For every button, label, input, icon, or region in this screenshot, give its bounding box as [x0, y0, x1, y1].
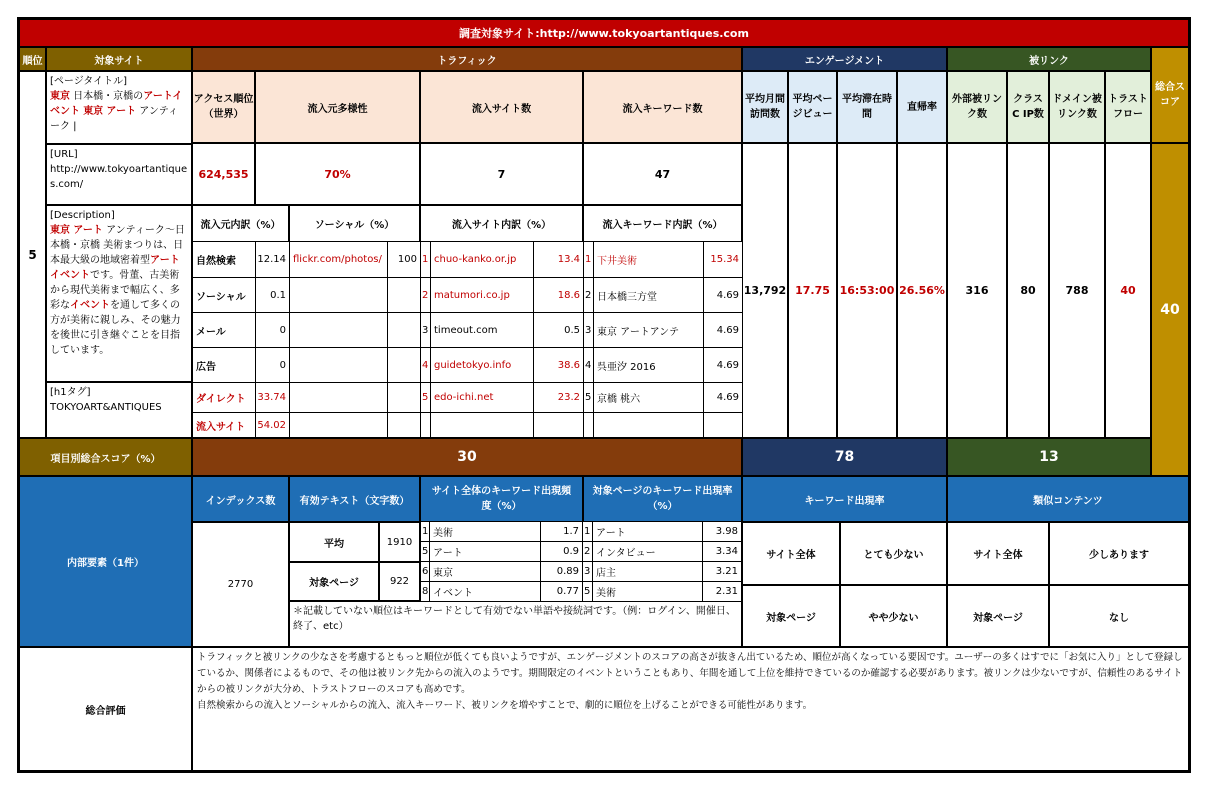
site-rank: 2: [421, 278, 431, 313]
inbound-sites-header: 流入サイト数: [420, 71, 583, 143]
site-kw-rank: 1: [420, 522, 430, 542]
site-kw-label: 東京: [430, 562, 541, 582]
inbound-keywords-value: 47: [583, 143, 742, 205]
inbound-sites-value: 7: [420, 143, 583, 205]
report-title: 調査対象サイト:http://www.tokyoartantiques.com: [19, 19, 1189, 47]
site-domain: matumori.co.jp: [431, 278, 534, 313]
keyword-label: 東京 アートアンテ: [594, 313, 704, 348]
social-breakdown-header: ソーシャル（%）: [289, 205, 420, 242]
engagement-metric-header: 平均月間訪問数: [742, 71, 788, 143]
social-value: [388, 413, 421, 438]
page-kw-value: 2.31: [703, 582, 742, 602]
valid-text-header: 有効テキスト（文字数）: [289, 476, 420, 522]
keywords-breakdown-header: 流入キーワード内訳（%）: [583, 205, 742, 242]
source-diversity-header: 流入元多様性: [255, 71, 420, 143]
text-segment: アンティーク〜日本橋・京橋 美術まつりは、日本最大級の地域密着型: [50, 225, 185, 266]
access-rank-value: 624,535: [192, 143, 255, 205]
highlighted-keyword: 東京: [83, 106, 104, 117]
h1-cell: [46, 382, 192, 438]
page-kw-value: 3.21: [703, 562, 742, 582]
traffic-breakdown-table: [192, 242, 742, 438]
keyword-rate-header: キーワード出現率: [742, 476, 947, 522]
source-label: メール: [193, 313, 256, 348]
backlink-metric-value: 316: [947, 143, 1007, 438]
social-value: [388, 278, 421, 313]
social-label: [290, 413, 388, 438]
keyword-rank: 3: [584, 313, 594, 348]
site-domain: edo-ichi.net: [431, 383, 534, 413]
site-domain: guidetokyo.info: [431, 348, 534, 383]
rank-header: 順位: [19, 47, 46, 71]
kw-rate-scope: 対象ページ: [742, 585, 840, 647]
source-label: 流入サイト: [193, 413, 256, 438]
internal-elements-label: 内部要素（1件）: [19, 476, 192, 647]
site-url: http://www.tokyoartantiques.com/: [50, 164, 188, 190]
highlighted-keyword: 東京: [50, 91, 70, 102]
backlinks-category-score: 13: [947, 438, 1151, 476]
traffic-header: トラフィック: [192, 47, 742, 71]
site-kw-rank: 5: [420, 542, 430, 562]
page-kw-rank: 2: [583, 542, 593, 562]
highlighted-keyword: アートイベント: [50, 91, 183, 117]
text-row-label: 平均: [289, 522, 379, 562]
page-title-text: [50, 89, 188, 134]
site-kw-value: 0.9: [541, 542, 583, 562]
source-label: 広告: [193, 348, 256, 383]
source-breakdown-header: 流入元内訳（%）: [192, 205, 289, 242]
source-label: 自然検索: [193, 242, 256, 278]
social-label: flickr.com/photos/: [290, 242, 388, 278]
text-segment: 日本橋・京橋の: [70, 91, 144, 102]
sites-breakdown-header: 流入サイト内訳（%）: [420, 205, 583, 242]
highlighted-keyword: アートイベント: [50, 255, 180, 281]
site-domain: timeout.com: [431, 313, 534, 348]
site-value: [534, 413, 584, 438]
source-value: 12.14: [256, 242, 290, 278]
total-score-value: 40: [1151, 143, 1189, 476]
site-rank: 4: [421, 348, 431, 383]
highlighted-keyword: イベント: [70, 300, 110, 311]
report-sheet: [17, 17, 1191, 773]
page-kw-label: 店主: [593, 562, 703, 582]
backlink-metric-value: 80: [1007, 143, 1049, 438]
source-value: 54.02: [256, 413, 290, 438]
site-rank: 1: [421, 242, 431, 278]
engagement-metric-header: 直帰率: [897, 71, 947, 143]
social-label: [290, 348, 388, 383]
keyword-rank: 2: [584, 278, 594, 313]
keyword-value: 15.34: [704, 242, 743, 278]
similar-content-header: 類似コンテンツ: [947, 476, 1189, 522]
h1-value: TOKYOART&ANTIQUES: [50, 402, 162, 413]
page-kw-label: インタビュー: [593, 542, 703, 562]
site-kw-value: 1.7: [541, 522, 583, 542]
kw-rate-value: とても少ない: [840, 522, 947, 585]
keyword-label: 日本橋三方堂: [594, 278, 704, 313]
index-count-value: 2770: [192, 522, 289, 647]
keyword-label: 下井美術: [594, 242, 704, 278]
source-value: 0.1: [256, 278, 290, 313]
engagement-metric-header: 平均ページビュー: [788, 71, 837, 143]
page-kw-label: アート: [593, 522, 703, 542]
site-kw-rank: 8: [420, 582, 430, 602]
evaluation-text: トラフィックと被リンクの少なさを考慮するともっと順位が低くても良いようですが、エンゲージメントのスコアの高さが抜きん出ているため、順位が高くなっている要因です。ユーザーの多くはすでに「お気に入り」として登録しているか、関係者によるもので、その他は被リンク先からの流入のようです。期間限定のイベントということもあり、年間を通して上位を維持できているのか確認する必要があります。被リンクは少ないですが、信頼性のあるサイトからの被リンクが大分め、トラストフローのスコアも高めです。 自然検索からの流入とソーシャルからの流入、流入キーワード、被リンクを増やすことで、劇的に順位を上げることができる可能性があります。: [192, 647, 1189, 771]
social-value: 100: [388, 242, 421, 278]
text-row-value: 922: [379, 562, 420, 601]
source-label: ダイレクト: [193, 383, 256, 413]
site-kw-value: 0.89: [541, 562, 583, 582]
highlighted-keyword: 東京: [50, 225, 70, 236]
site-value: 23.2: [534, 383, 584, 413]
similar-value: 少しあります: [1049, 522, 1189, 585]
h1-label: [h1タグ]: [50, 387, 91, 398]
keyword-value: [704, 413, 743, 438]
backlink-metric-header: 外部被リンク数: [947, 71, 1007, 143]
page-kw-label: 美術: [593, 582, 703, 602]
similar-scope: サイト全体: [947, 522, 1049, 585]
url-cell: [46, 144, 192, 205]
site-domain: chuo-kanko.or.jp: [431, 242, 534, 278]
source-label: ソーシャル: [193, 278, 256, 313]
backlink-metric-header: クラスC IP数: [1007, 71, 1049, 143]
site-kw-label: 美術: [430, 522, 541, 542]
page-kw-rank: 1: [583, 522, 593, 542]
category-score-label: 項目別総合スコア（%）: [19, 438, 192, 476]
keyword-value: 4.69: [704, 313, 743, 348]
url-label: [URL]: [50, 149, 78, 160]
page-kw-value: 3.98: [703, 522, 742, 542]
site-rank: [421, 413, 431, 438]
engagement-category-score: 78: [742, 438, 947, 476]
highlighted-keyword: アート: [106, 106, 137, 117]
keyword-rank: 4: [584, 348, 594, 383]
rank-value: 5: [19, 71, 46, 438]
site-value: 0.5: [534, 313, 584, 348]
kw-rate-scope: サイト全体: [742, 522, 840, 585]
engagement-metric-value: 16:53:00: [837, 143, 897, 438]
total-score-header: 総合スコア: [1151, 47, 1189, 143]
keyword-label: 京橋 桃六: [594, 383, 704, 413]
description-text: [50, 223, 188, 358]
index-count-header: インデックス数: [192, 476, 289, 522]
site-kw-rank: 6: [420, 562, 430, 582]
kw-rate-value: やや少ない: [840, 585, 947, 647]
site-kw-value: 0.77: [541, 582, 583, 602]
evaluation-label: 総合評価: [19, 647, 192, 771]
social-value: [388, 348, 421, 383]
engagement-metric-value: 17.75: [788, 143, 837, 438]
text-segment: アンティーク |: [50, 106, 179, 132]
social-label: [290, 313, 388, 348]
site-value: 18.6: [534, 278, 584, 313]
similar-value: なし: [1049, 585, 1189, 647]
keyword-label: 呉亜汐 2016: [594, 348, 704, 383]
page-kw-rank: 3: [583, 562, 593, 582]
keyword-rank: 5: [584, 383, 594, 413]
engagement-metric-value: 13,792: [742, 143, 788, 438]
source-diversity-value: 70%: [255, 143, 420, 205]
backlink-metric-header: トラストフロー: [1105, 71, 1151, 143]
source-value: 0: [256, 348, 290, 383]
backlink-metric-value: 40: [1105, 143, 1151, 438]
page-keyword-rate-header: 対象ページのキーワード出現率（%）: [583, 476, 742, 522]
site-kw-label: アート: [430, 542, 541, 562]
engagement-metric-header: 平均滞在時間: [837, 71, 897, 143]
social-value: [388, 313, 421, 348]
social-label: [290, 278, 388, 313]
site-domain: [431, 413, 534, 438]
highlighted-keyword: アート: [73, 225, 103, 236]
description-cell: [46, 205, 192, 382]
source-value: 33.74: [256, 383, 290, 413]
page-kw-rank: 5: [583, 582, 593, 602]
keyword-rank: [584, 413, 594, 438]
page-title-cell: [46, 71, 192, 144]
social-value: [388, 383, 421, 413]
site-header: 対象サイト: [46, 47, 192, 71]
keyword-value: 4.69: [704, 348, 743, 383]
keyword-value: 4.69: [704, 383, 743, 413]
text-segment: を通して多くの方が美術に親しみ、その魅力を後世に引き継ぐことを目指しています。: [50, 300, 181, 356]
keyword-label: [594, 413, 704, 438]
description-label: [Description]: [50, 210, 115, 221]
keyword-rank: 1: [584, 242, 594, 278]
access-rank-header: アクセス順位（世界）: [192, 71, 255, 143]
site-value: 13.4: [534, 242, 584, 278]
keyword-value: 4.69: [704, 278, 743, 313]
site-value: 38.6: [534, 348, 584, 383]
source-value: 0: [256, 313, 290, 348]
page-title-label: [ページタイトル]: [50, 76, 128, 87]
backlink-metric-header: ドメイン被リンク数: [1049, 71, 1105, 143]
page-kw-value: 3.34: [703, 542, 742, 562]
text-segment: です。骨董、古美術から現代美術まで幅広く、多彩な: [50, 270, 180, 311]
site-rank: 5: [421, 383, 431, 413]
text-row-value: 1910: [379, 522, 420, 562]
keyword-note: ＊記載していない順位はキーワードとして有効でない単語や接続詞です。（例：ログイン、開催日、終了、etc）: [289, 601, 742, 647]
backlink-metric-value: 788: [1049, 143, 1105, 438]
backlinks-header: 被リンク: [947, 47, 1151, 71]
site-rank: 3: [421, 313, 431, 348]
site-kw-label: イベント: [430, 582, 541, 602]
text-row-label: 対象ページ: [289, 562, 379, 601]
site-keyword-freq-header: サイト全体のキーワード出現頻度（%）: [420, 476, 583, 522]
inbound-keywords-header: 流入キーワード数: [583, 71, 742, 143]
similar-scope: 対象ページ: [947, 585, 1049, 647]
engagement-metric-value: 26.56%: [897, 143, 947, 438]
social-label: [290, 383, 388, 413]
traffic-category-score: 30: [192, 438, 742, 476]
engagement-header: エンゲージメント: [742, 47, 947, 71]
